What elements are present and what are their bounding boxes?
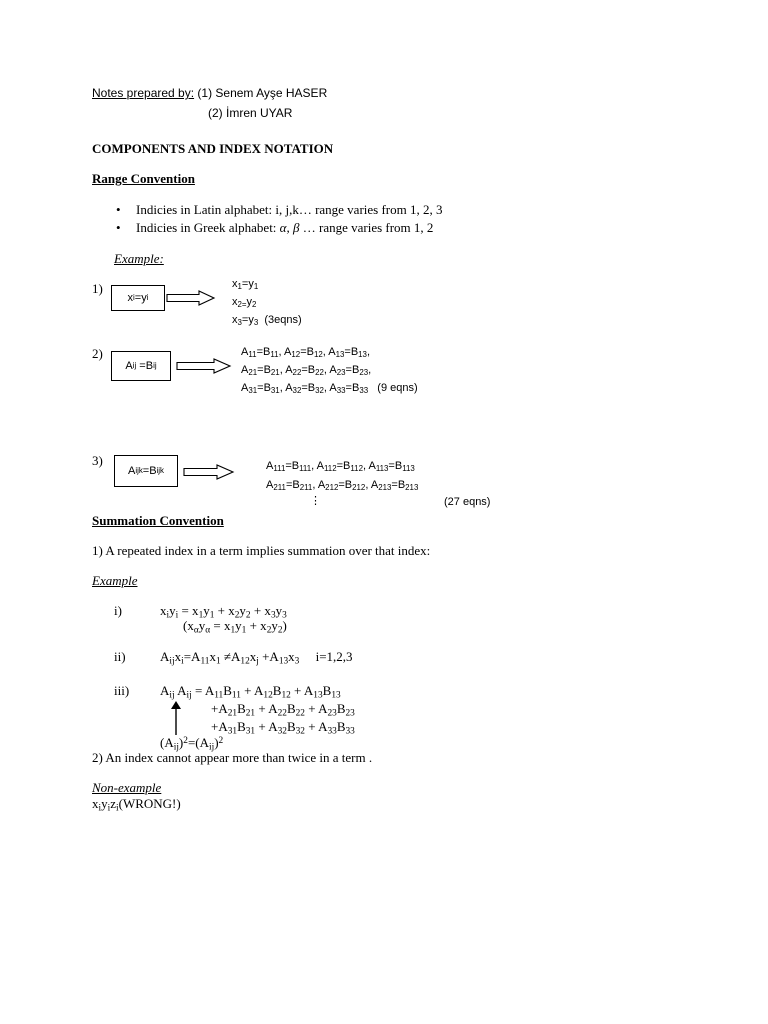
page-title: COMPONENTS AND INDEX NOTATION <box>92 141 334 156</box>
non-example-expression: $x_iy_iz_i(WRONG!)$ <box>92 796 181 814</box>
sum-eq-ii: $A_{ij}x_i=A_{11}x_1 \ne A_{12}x_j +A_{13}x_3$ i=1,2,3 <box>160 649 353 667</box>
equation-box-2: A ij =B ij <box>111 351 171 381</box>
bullet-icon: • <box>116 202 121 217</box>
arrow-right-icon <box>176 358 232 374</box>
summation-example-label: Example <box>92 573 138 588</box>
example-number-3: 3) <box>92 453 103 468</box>
example-number-2: 2) <box>92 346 103 361</box>
summation-rule-1: 1) A repeated index in a term implies summation over that index: <box>92 543 431 558</box>
bullet-icon: • <box>116 220 121 235</box>
eq-row-a3: $A_{31}=B_{31}$, $A_{32}=B_{32}$, $A_{33}=B_{33}$ (9 eqns) <box>241 382 418 395</box>
eq-x2: $x_{2=}y_2$ <box>232 296 257 309</box>
eq-x3: $x_3=y_3$ (3eqns) <box>232 314 302 327</box>
sum-eq-i: $x_iy_i = x_1y_1 + x_2y_2 + x_3y_3$ <box>160 603 287 621</box>
eq-row-a211: $A_{211}=B_{211}$, $A_{212}=B_{212}$, $A_{213}=B_{213}$ <box>266 479 419 492</box>
latin-bullet <box>116 202 443 218</box>
sum-eq-iii-line2: $+A_{21}B_{21} + A_{22}B_{22} + A_{23}B_{23}$ <box>211 701 355 719</box>
sum-eq-iii-line1: $A_{ij}$ $A_{ij} = A_{11}B_{11} + A_{12}B_{12} + A_{13}B_{13}$ <box>160 683 341 701</box>
twenty-seven-eqns-note: (27 eqns) <box>444 496 491 508</box>
author-1: (1) Senem Ayşe HASER <box>194 86 328 100</box>
eq-x1: $x_1=y_1$ <box>232 278 259 291</box>
notes-label: Notes prepared by: <box>92 86 195 100</box>
item-ii-label: ii) <box>114 649 126 664</box>
item-i-label: i) <box>114 603 122 618</box>
arrow-right-icon <box>166 290 216 306</box>
example-label: Example: <box>114 251 164 266</box>
three-eqns-note: (3eqns) <box>264 314 302 326</box>
example-number-1: 1) <box>92 281 103 296</box>
arrow-right-icon <box>183 464 235 480</box>
sum-eq-i-greek: $(x_\alpha y_\alpha = x_1y_1 + x_2y_2)$ <box>183 618 287 636</box>
sum-eq-iii-line3: $+A_{31}B_{31} + A_{32}B_{32} + A_{33}B_{33}$ <box>211 719 355 737</box>
nine-eqns-note: (9 eqns) <box>377 382 418 394</box>
square-identity: $(A_{ij})^2=(A_{ij})^2$ <box>160 735 224 753</box>
item-iii-label: iii) <box>114 683 130 698</box>
summation-rule-2: 2) An index cannot appear more than twice in a term . <box>92 750 373 765</box>
eq-row-a1: $A_{11}=B_{11}$, $A_{12}=B_{12}$, $A_{13}=B_{13}$, <box>241 346 371 359</box>
non-example-label: Non-example <box>92 780 162 795</box>
vertical-dots: ⋮ <box>310 495 321 507</box>
equation-box-1: x i =y i <box>111 285 165 311</box>
ii-range: i=1,2,3 <box>315 649 353 664</box>
eq-row-a2: $A_{21}=B_{21}$, $A_{22}=B_{22}$, $A_{23}=B_{23}$, <box>241 364 372 377</box>
greek-bullet-pre: Indicies in Greek alphabet: <box>136 220 280 235</box>
arrow-up-icon <box>169 700 183 736</box>
wrong-note: (WRONG!) <box>118 796 181 811</box>
equation-box-3: A ijk =B ijk <box>114 455 178 487</box>
range-convention-heading: Range Convention <box>92 171 195 186</box>
greek-bullet <box>116 220 433 236</box>
greek-letters: α, β <box>279 220 300 235</box>
greek-bullet-post: … range varies from 1, 2 <box>299 220 434 235</box>
eq-row-a111: $A_{111}=B_{111}$, $A_{112}=B_{112}$, $A_{113}=B_{113}$ <box>266 460 415 473</box>
author-2: (2) İmren UYAR <box>208 106 293 120</box>
summation-convention-heading: Summation Convention <box>92 513 224 528</box>
author-line-1 <box>92 86 327 100</box>
latin-bullet-text: Indicies in Latin alphabet: i, j,k… range varies from 1, 2, 3 <box>136 202 443 217</box>
